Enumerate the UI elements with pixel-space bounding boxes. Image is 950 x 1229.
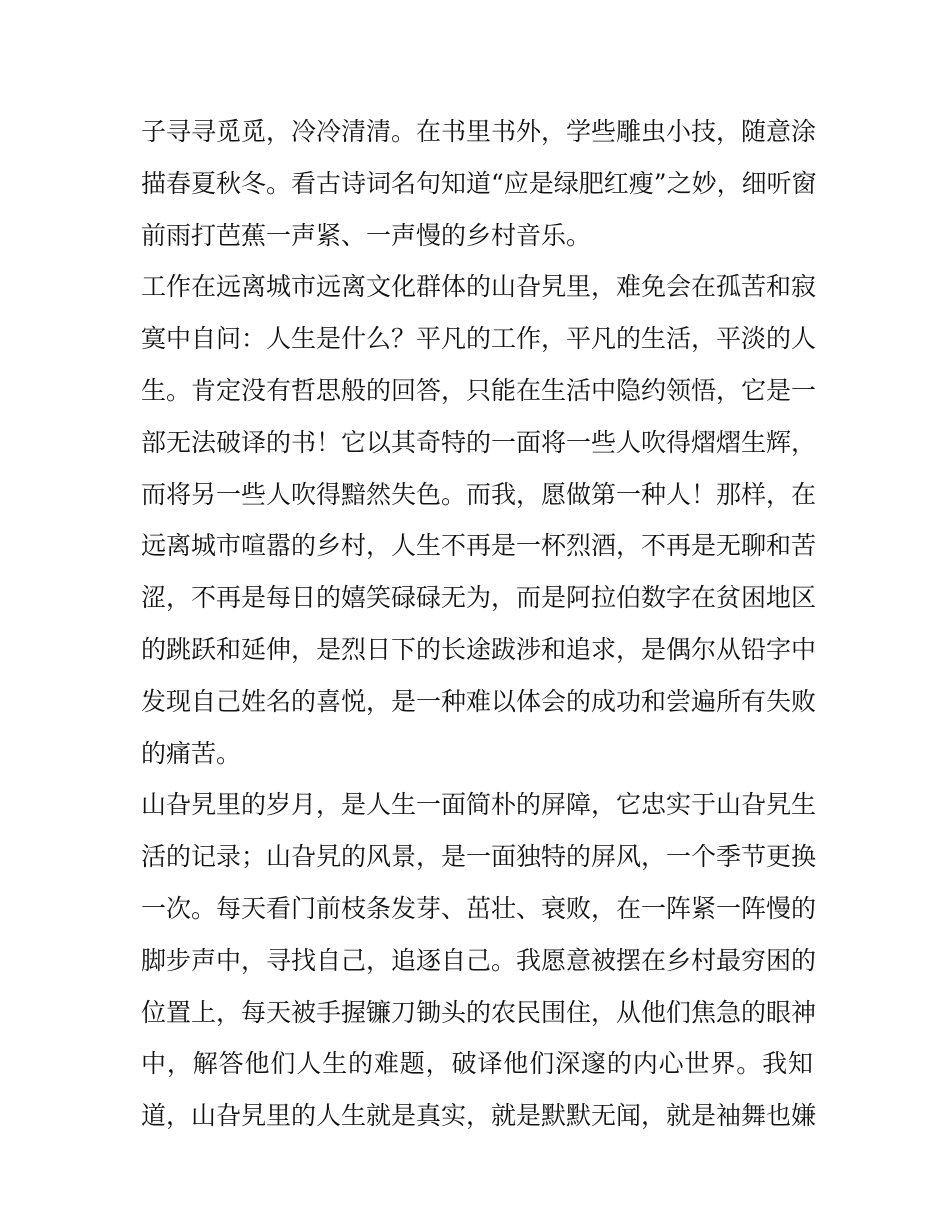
text-line: 寞中自问：人生是什么？平凡的工作，平凡的生活，平淡的人 [141,324,817,354]
text-line: 道，山旮旯里的人生就是真实，就是默默无闻，就是袖舞也嫌 [141,1101,817,1131]
text-line: 山旮旯里的岁月，是人生一面简朴的屏障，它忠实于山旮旯生 [141,790,817,820]
text-line: 而将另一些人吹得黯然失色。而我，愿做第一种人！那样，在 [141,479,817,509]
text-line: 活的记录；山旮旯的风景，是一面独特的屏风，一个季节更换 [141,842,817,872]
text-line: 生。肯定没有哲思般的回答，只能在生活中隐约领悟，它是一 [141,375,817,405]
text-line: 工作在远离城市远离文化群体的山旮旯里，难免会在孤苦和寂 [141,272,817,302]
text-line: 位置上，每天被手握镰刀锄头的农民围住，从他们焦急的眼神 [141,997,817,1027]
text-line: 子寻寻觅觅，冷冷清清。在书里书外，学些雕虫小技，随意涂 [141,117,817,146]
text-line: 的痛苦。 [141,738,242,768]
text-line: 一次。每天看门前枝条发芽、茁壮、衰败，在一阵紧一阵慢的 [141,893,817,923]
text-line: 中，解答他们人生的难题，破译他们深邃的内心世界。我知 [141,1049,813,1079]
text-line: 涩，不再是每日的嬉笑碌碌无为，而是阿拉伯数字在贫困地区 [141,583,817,613]
text-line: 前雨打芭蕉一声紧、一声慢的乡村音乐。 [141,220,592,250]
text-line: 部无法破译的书！它以其奇特的一面将一些人吹得熠熠生辉， [141,427,817,457]
text-line: 发现自己姓名的喜悦，是一种难以体会的成功和尝遍所有失败 [141,686,817,716]
text-line: 的跳跃和延伸，是烈日下的长途跋涉和追求，是偶尔从铅字中 [141,634,817,664]
text-line: 描春夏秋冬。看古诗词名句知道“应是绿肥红瘦”之妙，细听窗 [141,168,817,198]
body-text [141,106,817,1142]
text-line: 远离城市喧嚣的乡村，人生不再是一杯烈酒，不再是无聊和苦 [141,531,817,561]
text-line: 脚步声中，寻找自己，追逐自己。我愿意被摆在乡村最穷困的 [141,945,817,975]
